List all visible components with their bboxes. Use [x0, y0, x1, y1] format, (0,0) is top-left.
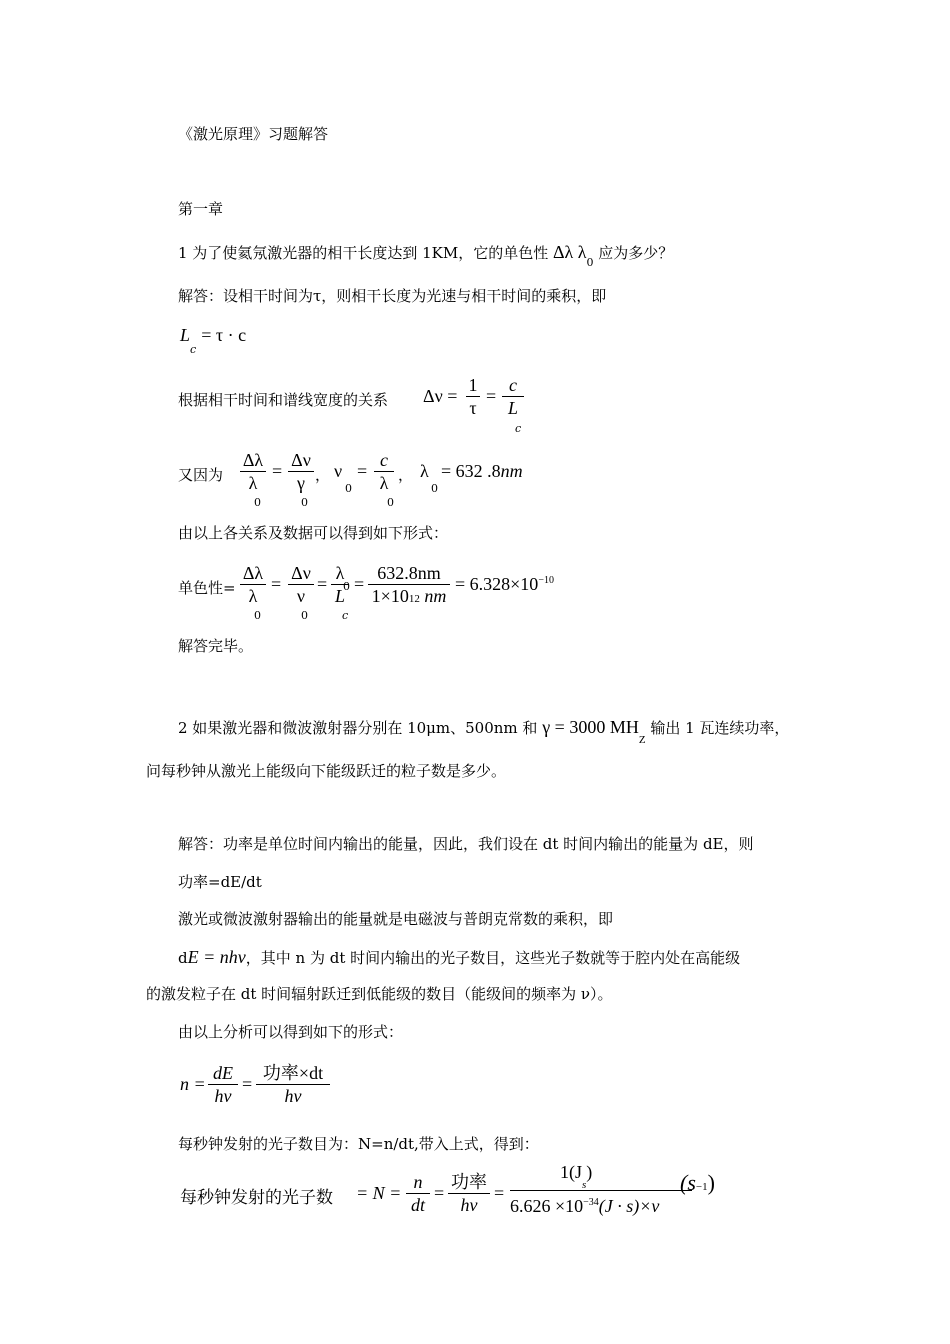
q1-relation-text: 根据相干时间和谱线宽度的关系 — [178, 391, 389, 409]
mono-f3-den: L — [334, 586, 345, 606]
final-f3-num — [560, 1162, 593, 1191]
q1-derive-text: 由以上各关系及数据可以得到如下形式： — [178, 524, 449, 542]
document-title: 《激光原理》习题解答 — [178, 125, 329, 143]
eq-n-fraction-2 — [256, 1062, 330, 1107]
q2-answer-line-3: 激光或微波激射器输出的能量就是电磁波与普朗克常数的乘积，即 — [178, 910, 614, 928]
final-f2-den: hν — [460, 1195, 478, 1215]
relation-eq: = — [486, 386, 497, 406]
q2-gamma-value: γ = 3000 MH — [542, 717, 639, 737]
q1-question — [178, 242, 674, 269]
also-lambda: λ — [420, 461, 429, 481]
relation-f1-den: τ — [469, 398, 477, 418]
final-fraction-2 — [448, 1171, 490, 1216]
final-fraction-3-bar — [510, 1190, 692, 1191]
final-f3-num-value: 1(J — [560, 1162, 582, 1182]
mono-f4-den-exp: 12 — [408, 593, 420, 605]
q2-answer-line-6: 由以上分析可以得到如下的形式： — [178, 1023, 404, 1041]
also-lambda-val — [441, 461, 523, 482]
q2-answer-line-5: 的激发粒子在 dt 时间辐射跃迁到低能级的数目（能级间的频率为 ν）。 — [146, 985, 613, 1003]
also-nu-sub: 0 — [345, 482, 352, 495]
final-f3-num-close: ) — [586, 1162, 593, 1182]
final-f3-den-unit: (J · s)×ν — [598, 1196, 660, 1216]
final-f3-den — [510, 1196, 659, 1217]
mono-result-base: = 6.328×10 — [455, 574, 539, 594]
eq-lc-symbol: L — [180, 325, 191, 345]
mono-label: 单色性= — [178, 579, 236, 597]
q2-answer-line-4-rest: ，其中 n 为 dt 时间内输出的光子数目，这些光子数就等于腔内处在高能级 — [245, 949, 741, 967]
mono-fraction-4 — [368, 562, 450, 610]
q1-question-suffix: 应为多少？ — [598, 244, 674, 262]
final-tail-open: (s — [680, 1170, 696, 1195]
final-f3-den-exp: −34 — [583, 1197, 599, 1208]
mono-f3-num-sub: 0 — [343, 580, 350, 593]
relation-f2-num: c — [509, 375, 517, 395]
also-f2-num: Δν — [291, 450, 311, 470]
mono-result — [455, 574, 554, 595]
final-tail-close: ) — [707, 1170, 715, 1195]
final-f2-num: 功率 — [451, 1172, 487, 1192]
eq-n-f1-num: dE — [213, 1063, 233, 1083]
also-eq: = — [272, 461, 283, 481]
also-fraction-3 — [374, 449, 394, 494]
also-f1-den-sub: 0 — [254, 496, 261, 509]
eq-lc-rhs: = τ · c — [201, 325, 247, 345]
also-f3-num: c — [380, 450, 388, 470]
mono-f3-den-sub: c — [342, 609, 349, 622]
also-nu: ν — [334, 461, 343, 481]
q2-energy-equation: E = nhν — [187, 947, 246, 967]
eq-n-f2-num: 功率×dt — [262, 1063, 324, 1083]
q1-question-symbol: Δλ λ — [552, 242, 587, 262]
final-f3-den-base: 6.626 ×10 — [510, 1196, 584, 1216]
relation-f1-num: 1 — [468, 375, 478, 395]
final-tail — [680, 1170, 715, 1196]
final-label: 每秒钟发射的光子数 — [180, 1188, 333, 1208]
q2-answer-d: d — [178, 949, 188, 967]
final-fraction-1 — [406, 1171, 430, 1216]
final-f1-den: dt — [410, 1195, 425, 1215]
final-eq: = N = — [356, 1183, 402, 1203]
also-f2-den-sub: 0 — [301, 496, 308, 509]
q2-question-part-a: 2 如果激光器和微波激射器分别在 10μm、500nm 和 — [178, 719, 538, 737]
mono-f2-den-sub: 0 — [301, 609, 308, 622]
q2-answer-line-4 — [178, 947, 740, 968]
also-comma-1: ， — [315, 466, 331, 484]
also-lambda-number: = 632 .8 — [441, 461, 501, 481]
q2-question-part-b: 输出 1 瓦连续功率， — [650, 719, 790, 737]
mono-f1-den: λ — [248, 586, 258, 606]
q2-gamma — [542, 717, 646, 746]
q1-question-sub: 0 — [586, 256, 594, 269]
q2-gamma-sub: Z — [638, 734, 646, 746]
mono-fraction-1 — [240, 562, 266, 607]
eq-n-f1-den: hν — [214, 1086, 232, 1106]
equation-coherence-length — [180, 325, 247, 356]
also-lambda-unit: nm — [500, 461, 523, 481]
mono-f4-den-base: 1×10 — [371, 586, 409, 606]
eq-n-f2-den: hν — [284, 1086, 302, 1106]
final-f1-num: n — [413, 1172, 423, 1192]
also-f1-num: Δλ — [242, 450, 264, 470]
relation-f2-den: L — [507, 398, 518, 418]
q2-question-line-2: 问每秒钟从激光上能级向下能级跃迁的粒子数是多少。 — [146, 762, 507, 780]
also-comma-2: ， — [398, 466, 414, 484]
q2-answer-line-2: 功率=dE/dt — [178, 873, 262, 891]
also-f3-den: λ — [379, 473, 389, 493]
also-f2-den: γ — [297, 473, 305, 493]
also-eq-2: = — [357, 461, 368, 481]
q2-answer-line-1: 解答：功率是单位时间内输出的能量，因此，我们设在 dt 时间内输出的能量为 dE，则 — [178, 835, 754, 853]
also-lambda-sub: 0 — [431, 482, 438, 495]
mono-eq-3: = — [354, 574, 365, 594]
mono-f4-num: 632.8nm — [377, 563, 441, 583]
eq-n-lhs: n = — [180, 1074, 206, 1094]
mono-f3-num: λ — [335, 563, 345, 583]
relation-fraction-2 — [502, 374, 524, 419]
also-f3-den-sub: 0 — [387, 496, 394, 509]
relation-lhs: Δν = — [423, 386, 458, 406]
mono-f1-den-sub: 0 — [254, 609, 261, 622]
eq-n-eq: = — [242, 1074, 253, 1094]
eq-n-fraction-1 — [208, 1062, 238, 1107]
final-f3-num-sub: s — [582, 1179, 587, 1191]
q1-question-prefix: 1 为了使氦氖激光器的相干长度达到 1KM，它的单色性 — [178, 244, 549, 262]
final-tail-exp: −1 — [695, 1181, 708, 1193]
also-fraction-2 — [288, 449, 314, 494]
relation-fraction-1 — [466, 374, 480, 419]
mono-result-exp: −10 — [538, 575, 554, 586]
q2-answer-line-7: 每秒钟发射的光子数目为：N=n/dt,带入上式，得到： — [178, 1135, 539, 1153]
chapter-heading: 第一章 — [178, 200, 224, 218]
mono-f2-den: ν — [296, 586, 306, 606]
mono-f4-den-unit: nm — [424, 586, 447, 606]
also-f1-den: λ — [248, 473, 258, 493]
q1-also-text: 又因为 — [178, 466, 224, 484]
relation-f2-den-sub: c — [515, 422, 522, 435]
mono-f2-num: Δν — [291, 563, 311, 583]
final-eq-3: = — [494, 1183, 505, 1203]
mono-eq-1: = — [271, 574, 282, 594]
final-eq-2: = — [434, 1183, 445, 1203]
q2-question-line-1 — [178, 717, 790, 746]
mono-eq-2: = — [317, 574, 328, 594]
mono-fraction-2 — [288, 562, 314, 607]
also-fraction-1 — [240, 449, 266, 494]
q1-done: 解答完毕。 — [178, 637, 254, 655]
eq-lc-sub: c — [190, 343, 197, 356]
q1-answer-intro: 解答：设相干时间为τ，则相干长度为光速与相干时间的乘积，即 — [178, 287, 607, 305]
mono-f1-num: Δλ — [242, 563, 264, 583]
